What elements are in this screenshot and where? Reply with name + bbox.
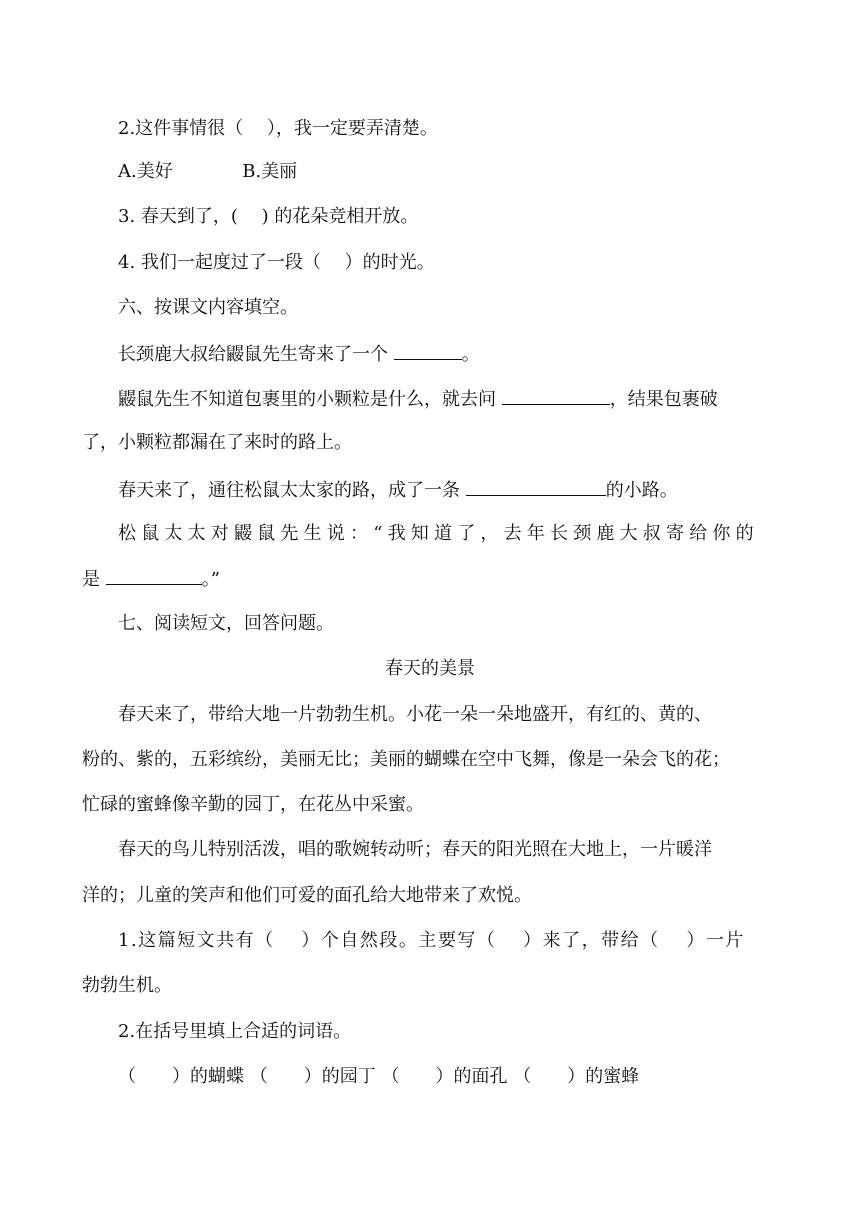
passage-p1-line2: 粉的、紫的，五彩缤纷，美丽无比；美丽的蝴蝶在空中飞舞，像是一朵会飞的花；	[82, 749, 730, 770]
fill-sentence-4-cont: 是 。”	[82, 566, 220, 592]
question-5-2: 2.这件事情很（ ），我一定要弄清楚。	[118, 118, 438, 139]
fill-sentence-3: 春天来了，通往松鼠太太家的路，成了一条 的小路。	[118, 477, 678, 503]
phrase-item: （ ）的面孔	[381, 1066, 508, 1087]
fill-blank[interactable]	[502, 386, 610, 405]
passage-p2-line1: 春天的鸟儿特别活泼，唱的歌婉转动听；春天的阳光照在大地上，一片暖洋	[118, 839, 712, 860]
phrase-item: （ ）的蜜蜂	[513, 1066, 640, 1087]
fill-sentence-1: 长颈鹿大叔给鼹鼠先生寄来了一个 。	[118, 341, 480, 367]
phrase-item: （ ）的园丁	[249, 1066, 376, 1087]
fill-blank[interactable]	[466, 477, 606, 496]
phrase-item: （ ）的蝴蝶	[118, 1066, 244, 1087]
fill-blank[interactable]	[106, 566, 202, 585]
option-b: B.美丽	[242, 161, 298, 182]
section-7-heading: 七、阅读短文，回答问题。	[118, 613, 334, 634]
question-5-2-options	[118, 160, 297, 184]
fill-sentence-2-cont: 了，小颗粒都漏在了来时的路上。	[82, 432, 352, 453]
question-5-3: 3. 春天到了，( ) 的花朵竞相开放。	[118, 206, 419, 227]
passage-p1-line1: 春天来了，带给大地一片勃勃生机。小花一朵一朵地盛开，有红的、黄的、	[118, 704, 712, 725]
passage-p1-line3: 忙碌的蜜蜂像辛勤的园丁，在花丛中采蜜。	[82, 794, 424, 815]
question-5-4: 4. 我们一起度过了一段（ ）的时光。	[118, 252, 435, 273]
question-7-2-items	[118, 1065, 639, 1089]
question-7-1-cont: 勃勃生机。	[82, 975, 172, 996]
question-7-1: 1.这篇短文共有（ ）个自然段。主要写（ ）来了，带给（ ）一片	[118, 930, 745, 951]
passage-p2-line2: 洋的；儿童的笑声和他们可爱的面孔给大地带来了欢悦。	[82, 885, 532, 906]
question-7-2: 2.在括号里填上合适的词语。	[118, 1021, 352, 1042]
fill-sentence-2: 鼹鼠先生不知道包裹里的小颗粒是什么，就去问 ，结果包裹破	[118, 386, 718, 412]
fill-sentence-4: 松鼠太太对鼹鼠先生说：“我知道了，去年长颈鹿大叔寄给你的	[118, 523, 759, 544]
option-a: A.美好	[118, 161, 173, 182]
section-6-heading: 六、按课文内容填空。	[118, 297, 298, 318]
fill-blank[interactable]	[394, 341, 462, 360]
passage-title: 春天的美景	[385, 658, 475, 679]
